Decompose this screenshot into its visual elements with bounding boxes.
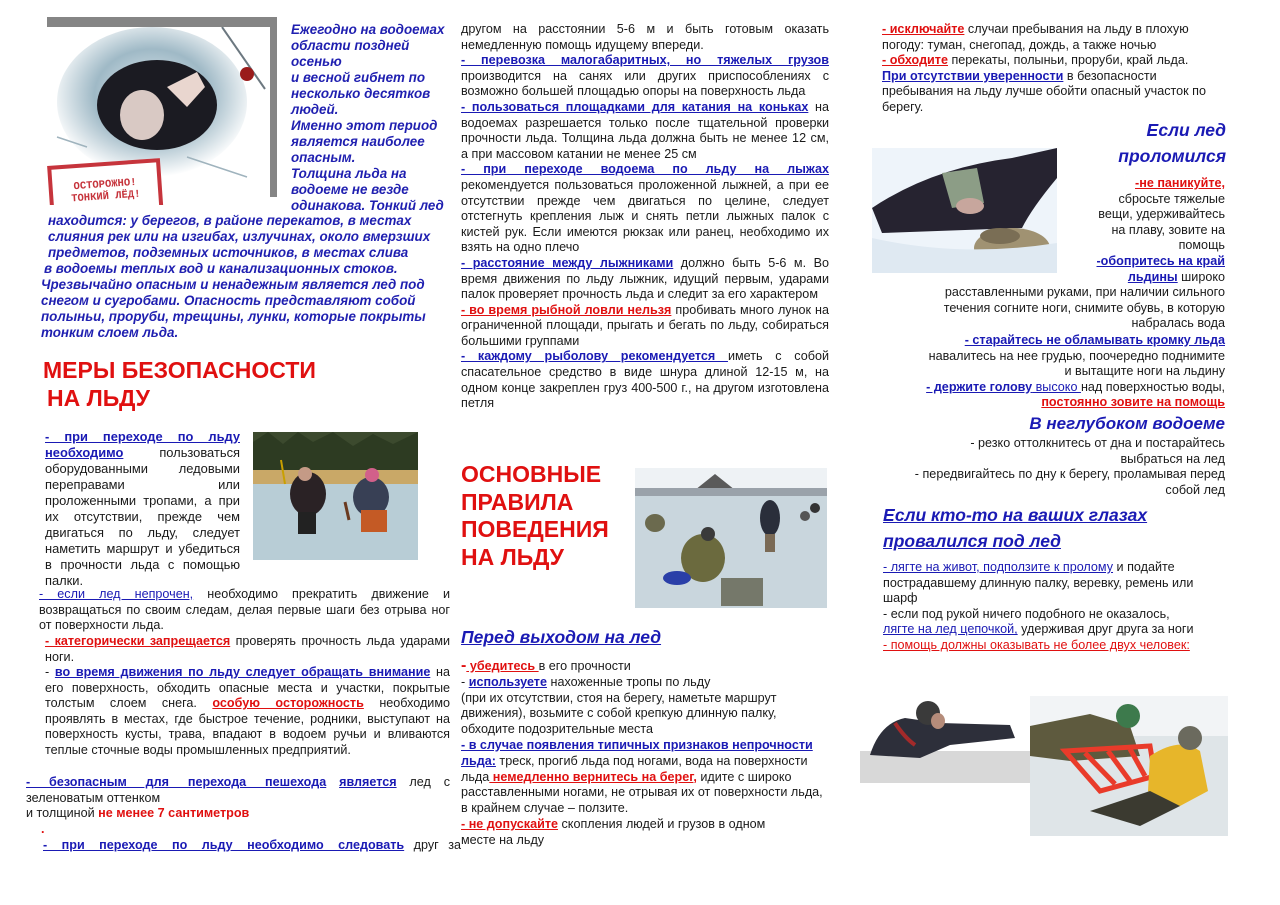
intro-line: находится: у берегов, в районе перекатов, в местах: [48, 213, 412, 228]
heading-shallow-water: В неглубоком водоеме: [1029, 414, 1225, 433]
body-text: идите с широко расставленными ногами, не отрывая их от поверхности льда, в крайнем случае – ползите.: [461, 769, 823, 816]
highlight-text: - пользоваться площадками для катания на коньках: [461, 99, 809, 114]
ice-fishing-photo: [635, 468, 827, 608]
highlight-text: -обопритесь на край: [1096, 253, 1225, 268]
body-text: иметь с собой спасательное средство в виде шнура длиной 12-15 м, на одном конце закреплен груз 400-500 г., на другом изготовлена петля: [461, 349, 829, 411]
subheading-before-ice: Перед выходом на лед: [461, 627, 662, 647]
highlight-text: льдины: [1127, 269, 1178, 284]
paragraph-prohibited: [45, 634, 450, 665]
highlight-text: - перевозка малогабаритных, но тяжелых грузов: [461, 53, 829, 68]
ladder-rescue-photo: [1030, 696, 1228, 836]
heading-basic-rules: [461, 461, 631, 571]
body-text: в безопасности пребывания на льду лучше обойти опасный участок по берегу.: [882, 68, 1206, 114]
paragraph-ice-crossing: [45, 429, 240, 589]
highlight-text: - каждому рыболову рекомендуется: [461, 349, 728, 364]
body-text: набралась вода: [1131, 316, 1225, 331]
shallow-water-instructions: [880, 436, 1225, 498]
highlight-text: высоко: [1032, 379, 1081, 394]
intro-line: является наиболее: [291, 134, 425, 149]
heading-line: провалился под лед: [883, 531, 1061, 551]
body-text: лед с зеленоватым оттенком: [26, 775, 451, 805]
highlight-text: - в случае появления типичных признаков непрочности льда:: [461, 737, 813, 768]
paragraph-safe-ice: [26, 775, 450, 806]
highlight-text: немедленно вернитесь на берег,: [489, 769, 697, 784]
highlight-text: - не допускайте: [461, 816, 559, 831]
intro-line: несколько десятков: [291, 86, 431, 101]
heading-line: ПОВЕДЕНИЯ: [461, 516, 609, 542]
body-text: рекомендуется пользоваться проложенной лыжней, а при ее отсутствии прежде чем двигаться по целине, следует отстегнуть крепления лыж и снять петли лыжных палок с кистей рук. Если имеются рюкзак или ранец, необходимо их взять на одно плечо: [461, 177, 829, 255]
intro-line: полыньи, проруби, трещины, лунки, которые покрыты: [41, 309, 426, 324]
body-text: навалитесь на нее грудью, поочередно поднимите: [928, 348, 1225, 363]
body-text: -: [45, 665, 55, 679]
body-text: собой лед: [1165, 482, 1225, 497]
body-text: на водоемах разрешается только после тщательной проверки прочности льда. Толщина льда должна быть не менее 12 см, а при массовом катании не менее 25 см: [461, 99, 829, 161]
heading-line: проломился: [1118, 146, 1226, 166]
highlight-text: - обходите: [882, 53, 948, 68]
body-text: на его поверхность, обходить опасные места и участки, покрытые толстым слоем снега.: [45, 665, 450, 711]
intro-line: слияния рек или на изгибах, излучинах, около вмерзших: [48, 229, 431, 244]
heading-ice-broke: [1040, 117, 1226, 169]
body-text: и толщиной: [26, 806, 99, 820]
ice-testing-illustration: [253, 432, 418, 560]
column2-before-ice-list: [461, 658, 841, 849]
body-text: необходимо прекратить движение и возвращаться по своим следам, делая первые шаги без отрыва ног от поверхности льда.: [39, 587, 450, 633]
body-text: над поверхностью воды,: [1080, 379, 1225, 394]
body-text: удерживая друг друга за ноги: [1017, 622, 1194, 637]
highlight-text: - при переходе водоема по льду на лыжах: [461, 162, 829, 177]
body-text: (при их отсутствии, стоя на берегу, наметьте маршрут: [461, 690, 777, 705]
highlight-text: во время движения по льду следует обращать внимание: [54, 665, 431, 679]
ice-broke-instructions: [880, 176, 1225, 411]
body-text: расставленными руками, при наличии сильного: [944, 285, 1225, 300]
highlight-text: является: [339, 775, 397, 789]
highlight-text: - при переходе по льду необходимо: [45, 429, 240, 460]
highlight-text: - категорически запрещается: [45, 634, 231, 648]
paragraph-attention: [45, 665, 450, 759]
intro-line: Ежегодно на водоемах: [291, 22, 445, 37]
body-text: необходимо проявлять в местах, где быстрое течение, родники, выступают на поверхность кусты, трава, впадают в водоем ручьи и вливаются теплые сточные воды промышленных предприятий.: [45, 696, 451, 757]
body-text: течения согните ноги, снимите обувь, в которую: [943, 300, 1225, 315]
highlight-text: убедитесь: [466, 659, 539, 673]
intro-line: и весной гибнет по: [291, 70, 426, 85]
heading-line: Если кто-то на ваших глазах: [883, 505, 1148, 525]
heading-line: НА ЛЬДУ: [47, 385, 150, 411]
body-text: должно быть 5-6 м. Во время движения по льду лыжник, идущий первым, ударами палок проверяет прочность льда и следит за его характером: [461, 255, 829, 302]
body-text: помощь: [1178, 238, 1225, 253]
person-in-water-photo: [860, 683, 1030, 788]
highlight-text: - расстояние между лыжниками: [461, 255, 674, 270]
warning-stamp: ОСТОРОЖНО! ТОНКИЙ ЛЁД!: [47, 158, 164, 205]
highlight-text: - держите голову: [926, 379, 1033, 394]
highlight-text: - во время рыбной ловли нельзя: [461, 302, 672, 317]
body-text: пользоваться оборудованными ледовыми переправами или проложенными тропами, а при их отсутствии, прежде чем двигаться по льду, следует наметить маршрут и убедиться в прочности льда с помощью палки.: [45, 445, 240, 588]
highlight-text: - исключайте: [882, 22, 965, 36]
highlight-text: - старайтесь не обламывать кромку льда: [964, 332, 1225, 347]
ice-hole-photo: [47, 17, 277, 205]
intro-line: в водоемы теплых вод и канализационных стоков.: [44, 261, 398, 276]
body-text: друг за: [404, 838, 461, 852]
intro-line: одинакова. Тонкий лед: [291, 198, 444, 213]
body-text: и подайте пострадавшему длинную палку, веревку, ремень или шарф: [883, 560, 1194, 606]
intro-line: снегом и сугробами. Опасность представляют собой: [41, 293, 416, 308]
heading-someone-fell: [883, 502, 1147, 554]
body-text: скопления людей и грузов в одном месте на льду: [461, 816, 766, 847]
highlight-text: используете: [468, 674, 547, 689]
body-text: проверять прочность льда ударами ноги.: [45, 634, 451, 664]
heading-line: МЕРЫ БЕЗОПАСНОСТИ: [43, 357, 316, 383]
body-text: - передвигайтесь по дну к берегу, проламывая перед: [914, 467, 1225, 482]
body-text: производится на санях или других приспособлениях с возможно большей площадью опоры на поверхность льда: [461, 68, 829, 99]
intro-line: Именно этот период: [291, 118, 438, 133]
paragraph-follow: [43, 838, 461, 854]
highlight-text: - если лед непрочен,: [39, 587, 194, 601]
body-text: - резко оттолкнитесь от дна и постарайтесь: [970, 436, 1225, 450]
paragraph-thickness: [26, 806, 450, 822]
rescue-instructions: [883, 560, 1228, 654]
person-in-water-illustration: [860, 683, 1030, 788]
intro-line: осенью: [291, 54, 342, 69]
body-text: треск, прогиб льда под ногами, вода на поверхности льда: [461, 753, 808, 784]
highlight-text: постоянно зовите на помощь: [1041, 395, 1225, 410]
intro-line: области поздней: [291, 38, 410, 53]
heading-line: Если лед: [1146, 120, 1226, 140]
heading-safety-measures: [43, 356, 363, 412]
highlight-text: особую осторожность: [212, 696, 364, 711]
heading-line: ПРАВИЛА: [461, 488, 574, 515]
column3-top-text: [882, 22, 1227, 116]
body-text: широко: [1177, 269, 1225, 284]
highlight-text: лягте на лед цепочкой,: [883, 622, 1018, 637]
body-text: обходите подозрительные места: [461, 722, 653, 737]
body-text: в его прочности: [538, 659, 631, 673]
intro-line: Чрезвычайно опасным и ненадежным является лед под: [41, 277, 425, 292]
highlight-text: -: [461, 657, 467, 674]
stray-dot: .: [41, 822, 45, 836]
body-text: другом на расстоянии 5-6 м и быть готовым оказать немедленную помощь идущему впереди.: [461, 22, 829, 52]
intro-text-full: [41, 213, 461, 341]
intro-line: водоеме не везде: [291, 182, 409, 197]
highlight-text: При отсутствии уверенности: [882, 68, 1064, 83]
body-text: -: [461, 674, 469, 689]
highlight-text: - лягте на живот, подползите к пролому: [883, 560, 1114, 574]
highlight-text: - безопасным для перехода пешехода: [26, 775, 327, 789]
column2-text: [461, 22, 829, 412]
body-text: движения), возьмите с собой крепкую длинную палку,: [461, 706, 777, 721]
body-text: перекаты, полыньи, проруби, край льда.: [947, 53, 1189, 68]
body-text: на плаву, зовите на: [1111, 222, 1225, 237]
highlight-text: - помощь должны оказывать не более двух человек:: [883, 637, 1190, 652]
body-text: вещи, удерживайтесь: [1098, 207, 1225, 222]
body-text: выбраться на лед: [1120, 451, 1225, 466]
heading-line: ОСНОВНЫЕ: [461, 461, 602, 487]
intro-text-right: [291, 22, 461, 214]
intro-line: опасным.: [291, 150, 356, 165]
body-text: пробивать много лунок на ограниченной площади, прыгать и бегать по льду, собираться большими группами: [461, 302, 830, 348]
highlight-text: - при переходе по льду необходимо следовать: [43, 838, 405, 852]
highlight-text: -не паникуйте,: [1135, 176, 1225, 190]
intro-line: Толщина льда на: [291, 166, 407, 181]
body-text: случаи пребывания на льду в плохую погоду: туман, снегопад, дождь, а также ночью: [882, 22, 1189, 52]
highlight-text: не менее 7 сантиметров: [98, 806, 250, 820]
body-text: - если под рукой ничего подобного не оказалось,: [883, 606, 1170, 621]
ice-fishing-illustration: [635, 468, 827, 608]
intro-line: тонким слоем льда.: [41, 325, 179, 340]
ice-testing-photo: [253, 432, 418, 560]
body-text: сбросьте тяжелые: [1118, 191, 1225, 206]
intro-line: людей.: [291, 102, 339, 117]
body-text: и вытащите ноги на льдину: [1064, 364, 1225, 379]
intro-line: предметов, подземных источников, в местах слива: [48, 245, 409, 260]
ladder-rescue-illustration: [1030, 696, 1228, 836]
paragraph-weak-ice: [39, 587, 450, 634]
body-text: нахоженные тропы по льду: [546, 674, 711, 689]
heading-line: НА ЛЬДУ: [461, 543, 564, 570]
